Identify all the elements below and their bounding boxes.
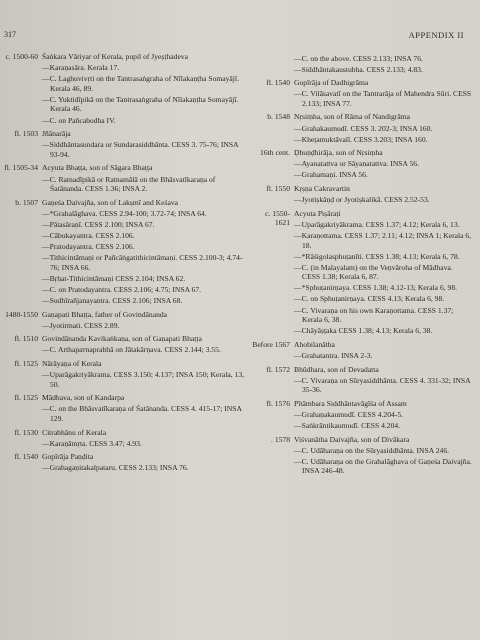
work-citation: —C. Yuktidīpikā on the Tantrasaṅgraha of Nīlakaṇṭha Somayājī. Kerala 46. bbox=[42, 94, 239, 114]
work-citation: —Pratodayantra. CESS 2.106. bbox=[42, 242, 135, 252]
bibliography-entry bbox=[2, 428, 246, 449]
bibliography-entry bbox=[2, 52, 246, 125]
page-number: 317 bbox=[4, 30, 16, 39]
work-citation: —C. (in Malayalam) on the Veṇvāroha of Mādhava. CESS 1.38; Kerala 6, 87. bbox=[294, 262, 453, 282]
entry-date: fl. 1525 bbox=[14, 359, 38, 369]
author-name: Gaṇeśa Daivajña, son of Lakṣmī and Keśava bbox=[42, 197, 179, 207]
author-name: Pītāmbara Siddhāntavāgīśa of Assam bbox=[294, 398, 407, 408]
entry-body bbox=[42, 334, 246, 355]
entry-body bbox=[294, 209, 472, 336]
work-citation: —Tithicintāmaṇi or Pañcāṅgatithicintāmaṇi. CESS 2.100-3; 4.74-76; INSA 66. bbox=[42, 253, 243, 272]
entry-body bbox=[294, 78, 472, 108]
bibliography-entry bbox=[2, 334, 246, 355]
work-citation: —Jyotirmati. CESS 2.89. bbox=[42, 320, 120, 330]
work-citation: —Jyotiṣkāṇḍ or Jyotiṣkalikā. CESS 2.52-53. bbox=[294, 195, 430, 205]
entry-body bbox=[42, 393, 246, 423]
work-citation: —C. on Pratodayantra. CESS 2.106; 4.75; INSA 67. bbox=[42, 284, 202, 294]
entry-date: fl. 1576 bbox=[266, 398, 290, 408]
work-citation: —C. Vivaraṇa on his own Karaṇottama. CESS 1.37; Kerala 6, 38. bbox=[294, 305, 454, 325]
bibliography-entry bbox=[252, 112, 472, 144]
bibliography-entry bbox=[2, 452, 246, 473]
author-name: Kṛṣṇa Cakravartin bbox=[294, 184, 350, 194]
entry-body bbox=[42, 52, 246, 125]
entry-body bbox=[294, 184, 472, 205]
entry-date: fl. 1540 bbox=[266, 78, 290, 88]
bibliography-entry bbox=[252, 52, 472, 74]
entry-date: b. 1507 bbox=[15, 197, 38, 207]
work-citation: —Siddhāntasundara or Sundarasiddhānta. CESS 3. 75-76; INSA 93-94. bbox=[42, 140, 239, 159]
bibliography-entry bbox=[252, 184, 472, 205]
entry-body bbox=[294, 435, 472, 476]
work-citation: —Ayanatattva or Sāyanatattva. INSA 56. bbox=[294, 159, 419, 169]
author-name: Jñānarāja bbox=[42, 129, 71, 139]
entry-body bbox=[294, 340, 472, 361]
entry-date: fl. 1505-34 bbox=[4, 163, 38, 173]
work-citation: —C. Arthaратnaprabhā on Jātakārṇava. CESS 2.144; 3.55. bbox=[42, 345, 221, 355]
author-name: Acyuta Bhaṭṭa, son of Sāgara Bhaṭṭa bbox=[42, 163, 153, 173]
author-name: Gopīrāja of Dadhigrāma bbox=[294, 78, 369, 88]
work-citation: —*Sphuṭanirṇaya. CESS 1.38; 4.12-13; Kerala 6, 98. bbox=[294, 283, 458, 293]
entry-body bbox=[42, 129, 246, 159]
work-citation: —C. Udāharaṇa on the Sūryasiddhānta. INSA 246. bbox=[294, 445, 450, 455]
author-name: Acyuta Piṣāraṭi bbox=[294, 208, 341, 218]
work-citation: —Grahakaumudī. CESS 3. 202-3; INSA 160. bbox=[294, 123, 433, 133]
entry-date: 16th cent. bbox=[260, 148, 290, 158]
work-citation: —C. Vilāsavatī on the Tantrarāja of Mahendra Sūri. CESS 2.133; INSA 77. bbox=[294, 89, 472, 108]
bibliography-entry bbox=[252, 78, 472, 108]
entry-date: b. 1548 bbox=[267, 112, 290, 122]
work-citation: —*Rāśigolasphuṭanīti. CESS 1.38; 4.13; Kerala 6, 78. bbox=[294, 251, 460, 261]
bibliography-entry bbox=[252, 209, 472, 336]
author-name: Nārāyaṇa of Kerala bbox=[42, 359, 102, 369]
work-citation: —Chāyāṣṭaka CESS 1.38; 4.13; Kerala 6, 38. bbox=[294, 326, 433, 336]
work-citation: —*Grahalāghava. CESS 2.94-100; 3.72-74; INSA 64. bbox=[42, 208, 207, 218]
section-title: APPENDIX II bbox=[408, 30, 464, 40]
left-column bbox=[2, 52, 246, 477]
work-citation: —C. Laghuvivṛti on the Tantrasaṅgraha of Nīlakaṇṭha Somayājī. Kerala 46, 89. bbox=[42, 74, 239, 93]
work-citation: —C. Udāharaṇa on the Grahalāghava of Gaṇeśa Daivajña. INSA 246-48. bbox=[294, 456, 472, 476]
work-citation: —Grahaṇakaumudī. CESS 4.204-5. bbox=[294, 409, 404, 419]
entry-date: . 1578 bbox=[271, 434, 290, 444]
author-name: Bhūdhara, son of Devadatta bbox=[294, 364, 379, 374]
entry-body bbox=[294, 399, 472, 431]
work-citation: —Kheṭamuktāvalī. CESS 3.203; INSA 160. bbox=[294, 134, 428, 144]
entry-date: fl. 1525 bbox=[14, 393, 38, 403]
author-name: Śaṅkara Vāriyar of Kerala, pupil of Jyeṣṭhadeva bbox=[42, 52, 188, 61]
entry-body bbox=[294, 52, 472, 74]
work-citation: —C. Vivaraṇa on Sūryasiddhānta. CESS 4. 331-32; INSA 35-36. bbox=[294, 375, 471, 395]
work-citation: —Saṅkrāntikaumudī. CESS 4.204. bbox=[294, 421, 401, 430]
entry-body bbox=[294, 112, 472, 144]
entry-date: fl. 1510 bbox=[14, 334, 38, 344]
author-name: Gopīrāja Paṇḍita bbox=[42, 452, 94, 462]
entry-body bbox=[42, 359, 246, 389]
entry-date: 1480-1550 bbox=[5, 309, 38, 319]
work-citation: —C. on Pañcabodha IV. bbox=[42, 115, 116, 125]
bibliography-entry bbox=[252, 148, 472, 180]
work-citation: —Grahatantra. INSA 2-3. bbox=[294, 350, 373, 360]
entry-body bbox=[294, 148, 472, 180]
entry-body bbox=[42, 428, 246, 449]
work-citation: —Siddhāntakaustubha. CESS 2.133; 4.83. bbox=[294, 64, 423, 74]
work-citation: —Grahamaṇi. INSA 56. bbox=[294, 170, 368, 180]
work-citation: —Sudhīrañjanayantra. CESS 2.106; INSA 68. bbox=[42, 296, 183, 306]
entry-body bbox=[42, 310, 246, 331]
entry-body bbox=[294, 365, 472, 395]
bibliography-entry bbox=[2, 163, 246, 193]
author-name: Nṛsiṃha, son of Rāma of Nandigrāma bbox=[294, 112, 410, 122]
work-citation: —Uparāgakriyākrama. CESS 3.150; 4.137; INSA 150; Kerala, 13, 50. bbox=[42, 370, 245, 389]
entry-date: fl. 1550 bbox=[266, 184, 290, 194]
author-name: Mādhava, son of Kandarpa bbox=[42, 393, 125, 403]
entry-date: c. 1550-1621 bbox=[265, 208, 290, 228]
entry-date: Before 1567 bbox=[252, 339, 290, 349]
work-citation: —C. on the Bhāsvatīkaraṇa of Śatānanda. CESS 4. 415-17; INSA 129. bbox=[42, 404, 242, 423]
entry-date: c. 1500-60 bbox=[5, 52, 38, 61]
page-header bbox=[0, 30, 480, 44]
bibliography-entry bbox=[2, 129, 246, 159]
work-citation: —Karaṇāmṛta. CESS 3.47; 4.93. bbox=[42, 438, 142, 448]
bibliography-entry bbox=[252, 435, 472, 476]
entry-date: fl. 1540 bbox=[14, 452, 38, 462]
entry-body bbox=[42, 452, 246, 473]
work-citation: —Bṛhat-Tithicintāmaṇi CESS 2.104; INSA 62. bbox=[42, 273, 186, 283]
work-citation: —Karaṇasāra. Kerala 17. bbox=[42, 63, 120, 73]
bibliography-entry bbox=[2, 198, 246, 306]
author-name: Citrabhānu of Kerala bbox=[42, 427, 107, 437]
work-citation: —Uparāgakriyākrama. CESS 1.37; 4.12; Kerala 6, 13. bbox=[294, 219, 460, 229]
entry-date bbox=[252, 52, 294, 74]
bibliography-entry bbox=[252, 399, 472, 431]
work-citation: —Grahagaṇitakalpataru. CESS 2.133; INSA 76. bbox=[42, 463, 189, 473]
author-name: Govindānanda Kavikaṅkaṇa, son of Gaṇapati Bhaṭṭa bbox=[42, 334, 202, 344]
bibliography-entry bbox=[2, 359, 246, 389]
bibliography-entry bbox=[2, 393, 246, 423]
bibliography-entry bbox=[252, 340, 472, 361]
author-name: Viśvanātha Daivajña, son of Divākara bbox=[294, 434, 410, 444]
entry-date: fl. 1503 bbox=[14, 129, 38, 139]
author-name: Ahobilanātha bbox=[294, 339, 335, 349]
work-citation: —Karaṇottama. CESS 1.37; 2.11; 4.12; INSA 1; Kerala 6, 18. bbox=[294, 230, 472, 250]
work-citation: —C. on the above. CESS 2.133; INSA 76. bbox=[294, 53, 423, 63]
work-citation: —C. on Sphuṭanirṇaya. CESS 4.13; Kerala 6, 98. bbox=[294, 294, 445, 304]
entry-date: fl. 1530 bbox=[14, 427, 38, 437]
work-citation: —Cābukayantra. CESS 2.106. bbox=[42, 231, 135, 240]
bibliography-entry bbox=[2, 310, 246, 331]
work-citation: —Pātasāraṇī. CESS 2.100; INSA 67. bbox=[42, 219, 155, 229]
right-column bbox=[252, 52, 472, 480]
work-citation: —C. Ratnadīpikā or Ratnamālā on the Bhāsvatīkaraṇa of Śatānanda. CESS 1.36; INSA 2. bbox=[42, 174, 216, 194]
author-name: Ḍhuṇḍhirāja, son of Nṛsiṃha bbox=[294, 148, 383, 158]
bibliography-entry bbox=[252, 365, 472, 395]
entry-date: fl. 1572 bbox=[266, 364, 290, 374]
entry-body bbox=[42, 163, 246, 193]
entry-body bbox=[42, 198, 246, 306]
author-name: Gaṇapati Bhaṭṭa, father of Govindānanda bbox=[42, 309, 168, 319]
